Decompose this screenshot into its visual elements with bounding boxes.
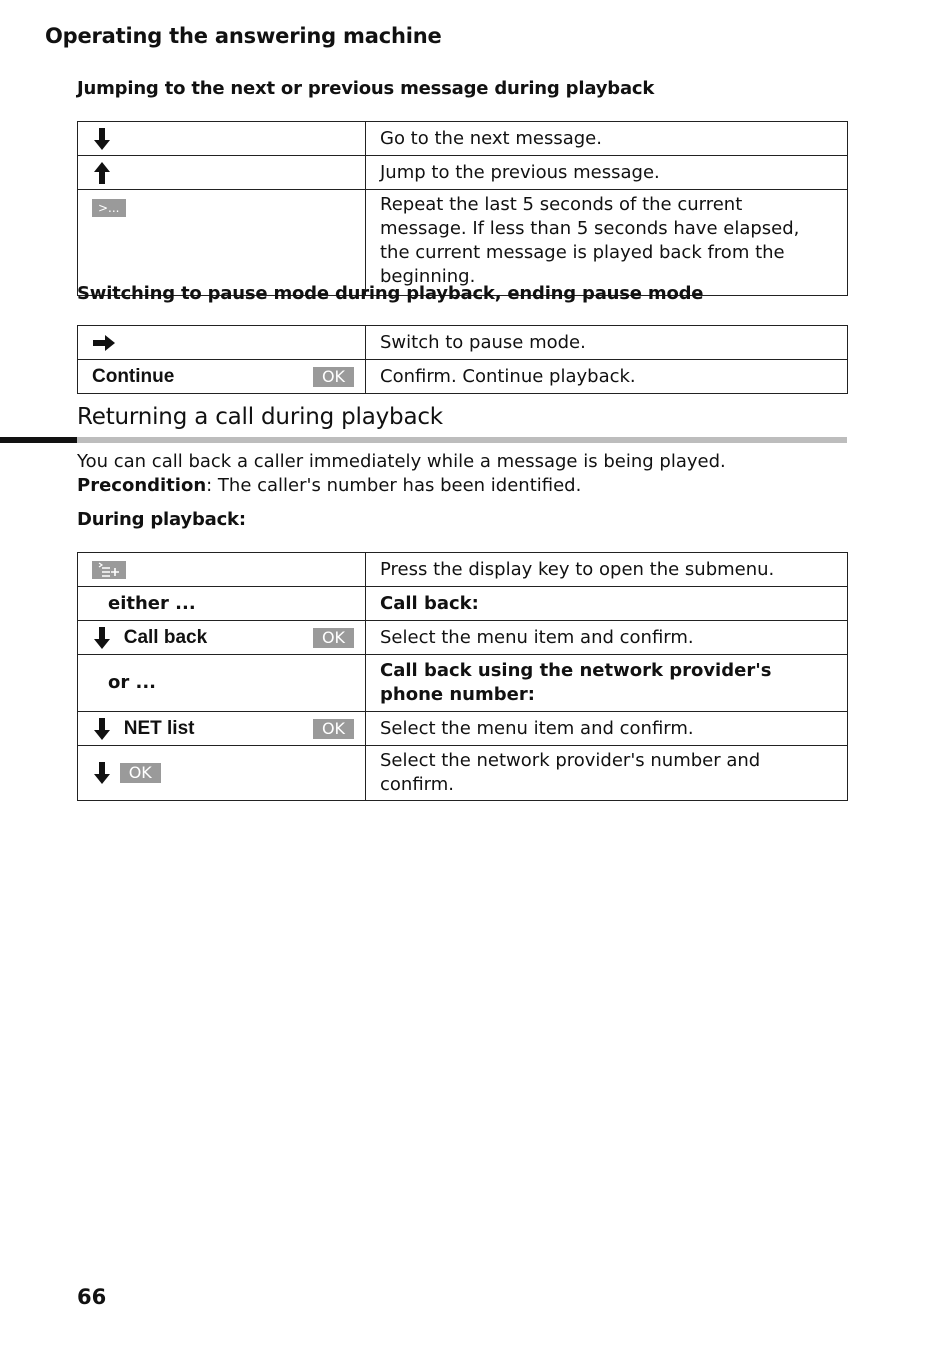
table-row [78,326,848,360]
table-row [78,712,848,746]
or-label: or ... [108,672,157,693]
repeat-softkey: >... [92,199,126,217]
key-cell [78,190,366,296]
table-row [78,587,848,621]
call-back-menu-label: Call back [123,626,208,648]
table-row [78,746,848,801]
section-rule-accent [0,437,77,443]
arrow-down-icon [92,761,112,785]
intro-rest: : The caller's number has been identified. [206,475,582,496]
page-number: 66 [77,1285,107,1309]
key-cell [78,655,366,712]
desc-cell: Confirm. Continue playback. [366,360,848,394]
key-cell [78,553,366,587]
key-cell [78,621,366,655]
section-heading-pause: Switching to pause mode during playback, ending pause mode [77,283,704,304]
page-header: Operating the answering machine [45,24,442,48]
ok-softkey: OK [313,367,354,387]
key-cell [78,156,366,190]
menu-icon [92,561,126,579]
arrow-down-icon [92,127,112,151]
key-cell [78,326,366,360]
pause-steps-table [77,325,848,394]
key-cell [78,587,366,621]
ok-softkey: OK [120,763,161,783]
jump-steps-table [77,121,848,296]
desc-cell: Select the network provider's number and confirm. [366,746,848,801]
section-title: Returning a call during playback [77,404,443,430]
during-playback-label: During playback: [77,509,246,530]
either-label: either ... [108,592,196,614]
section-heading-jump: Jumping to the next or previous message during playback [77,78,655,99]
continue-menu-label: Continue [92,365,175,387]
key-cell [78,360,366,394]
desc-cell: Switch to pause mode. [366,326,848,360]
arrow-down-icon [92,626,112,650]
table-row [78,122,848,156]
callback-steps-table [77,552,848,801]
desc-cell: Go to the next message. [366,122,848,156]
section-rule [77,437,847,443]
arrow-right-icon [92,331,116,355]
table-row [78,621,848,655]
key-cell [78,712,366,746]
desc-cell: Repeat the last 5 seconds of the current message. If less than 5 seconds have elapsed, the current message is played back from the beginning. [366,190,848,296]
desc-cell: Call back: [366,587,848,621]
net-list-menu-label: NET list [123,717,195,739]
table-row [78,553,848,587]
table-row [78,655,848,712]
desc-cell: Select the menu item and confirm. [366,712,848,746]
arrow-up-icon [92,161,112,185]
key-cell [78,122,366,156]
desc-cell: Call back using the network provider's phone number: [366,655,848,712]
table-row [78,156,848,190]
ok-softkey: OK [313,719,354,739]
intro-text: You can call back a caller immediately while a message is being played. [77,451,726,472]
intro-paragraph [77,450,852,498]
desc-cell: Select the menu item and confirm. [366,621,848,655]
table-row [78,360,848,394]
ok-softkey: OK [313,628,354,648]
key-cell [78,746,366,801]
table-row [78,190,848,296]
precondition-label: Precondition [77,475,207,496]
arrow-down-icon [92,717,112,741]
desc-cell: Jump to the previous message. [366,156,848,190]
desc-cell: Press the display key to open the submenu. [366,553,848,587]
